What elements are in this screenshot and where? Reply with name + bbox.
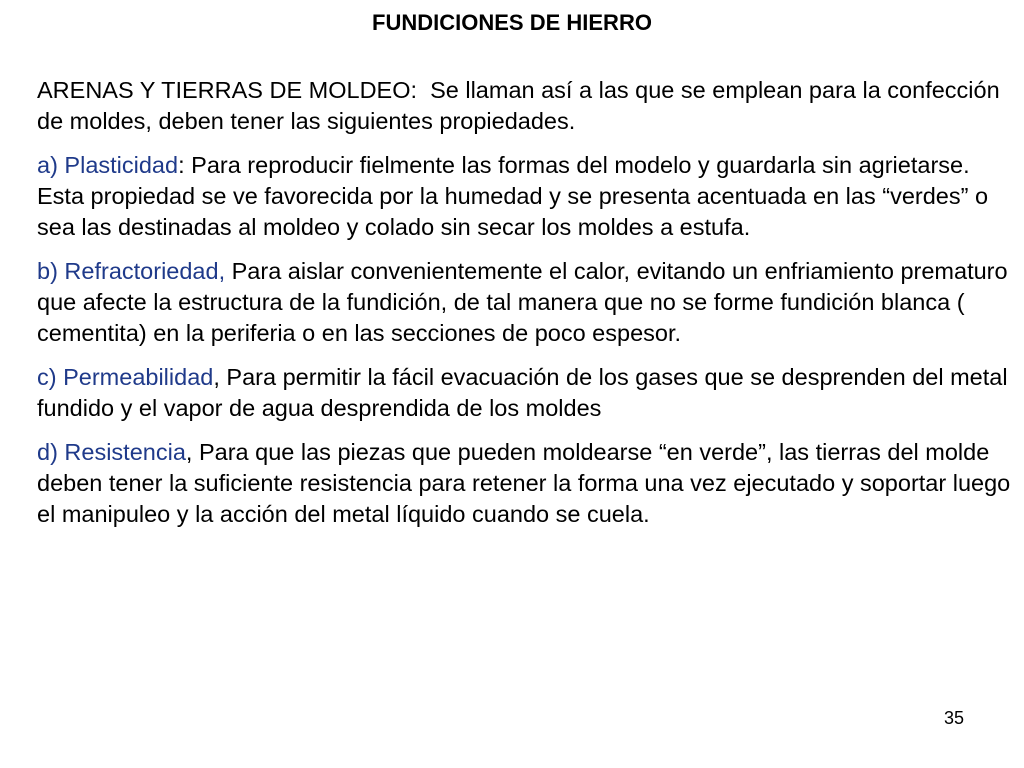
slide-title: FUNDICIONES DE HIERRO xyxy=(372,10,652,35)
property-text: Para que las piezas que pueden moldearse “en verde”, las tierras del molde deben tener la suficiente resistencia para retener la forma una vez ejecutado y soportar luego el manipuleo y la acción del metal líquido cuando se cuela. xyxy=(37,439,1011,527)
property-separator: , xyxy=(213,364,220,390)
property-plasticidad xyxy=(37,150,1019,243)
property-separator: , xyxy=(185,439,193,465)
property-separator: : xyxy=(178,152,185,178)
property-resistencia xyxy=(37,437,1019,530)
property-term: d) Resistencia xyxy=(37,439,186,465)
property-term: c) Permeabilidad xyxy=(37,364,214,390)
property-term: a) Plasticidad xyxy=(37,152,179,178)
property-text: Para reproducir fielmente las formas del modelo y guardarla sin agrietarse. Esta propiedad se ve favorecida por la humedad y se presenta acentuada en las “verdes” o sea las destinadas al moldeo y colado sin secar los moldes a estufa. xyxy=(37,152,989,240)
property-text: Para permitir la fácil evacuación de los gases que se desprenden del metal fundido y el vapor de agua desprendida de los moldes xyxy=(37,364,1008,421)
property-permeabilidad xyxy=(37,362,1019,424)
property-text: Para aislar convenientemente el calor, evitando un enfriamiento prematuro que afecte la estructura de la fundición, de tal manera que no se forme fundición blanca ( cementita) en la periferia o en las secciones de poco espesor. xyxy=(37,258,1008,346)
intro-text: Se llaman así a las que se emplean para la confección de moldes, deben tener las siguientes propiedades. xyxy=(37,77,1007,134)
property-term: b) Refractoriedad, xyxy=(37,258,226,284)
page-number: 35 xyxy=(943,708,964,728)
intro-paragraph xyxy=(37,75,1019,137)
slide-body xyxy=(37,75,1019,543)
property-refractoriedad xyxy=(37,256,1019,349)
intro-heading: ARENAS Y TIERRAS DE MOLDEO: xyxy=(37,77,418,103)
